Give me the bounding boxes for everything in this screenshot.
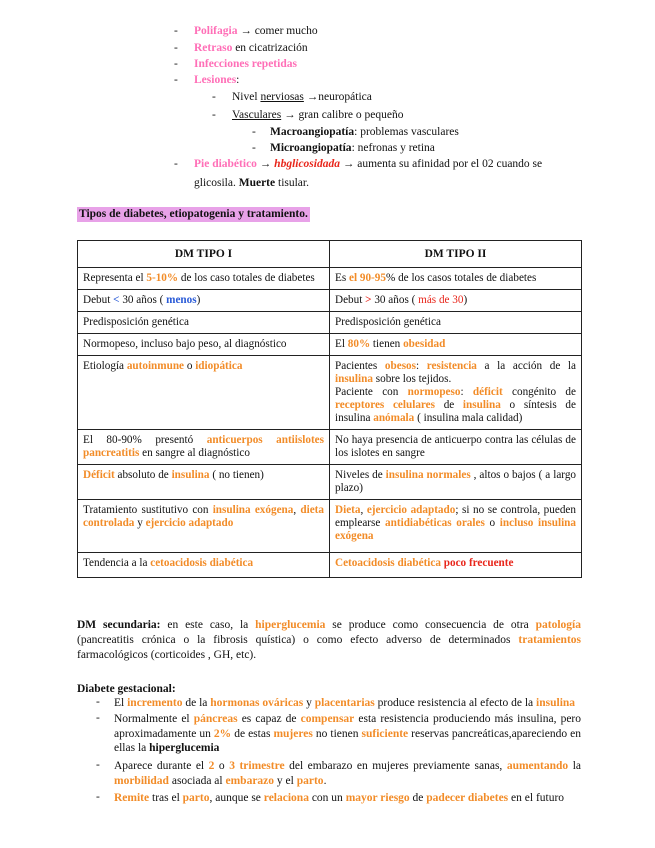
- bullet-lesiones: - Lesiones:: [174, 74, 240, 86]
- table-cell: Es el 90-95% de los casos totales de diabetes: [330, 268, 582, 290]
- table-cell: Niveles de insulina normales , altos o bajos ( a largo plazo): [330, 465, 582, 500]
- list-dash: -: [96, 696, 100, 708]
- table-cell: El 80% tienen obesidad: [330, 334, 582, 356]
- table-cell: Predisposición genética: [78, 312, 330, 334]
- table-header-row: [78, 241, 582, 268]
- table-cell: Dieta, ejercicio adaptado; si no se controla, pueden emplearse antidiabéticas orales o incluso insulina exógena: [330, 500, 582, 553]
- table-cell: Tratamiento sustitutivo con insulina exógena, dieta controlada y ejercicio adaptado: [78, 500, 330, 553]
- table-cell: El 80-90% presentó anticuerpos antiislotes pancreatitis en sangre al diagnóstico: [78, 430, 330, 465]
- sub-sub-bullet-macro: - Macroangiopatía: problemas vasculares: [252, 126, 459, 138]
- gestacional-item-3: Aparece durante el 2 o 3 trimestre del embarazo en mujeres previamente sanas, aumentando la morbilidad asociada al embarazo y el parto.: [114, 760, 581, 787]
- table-cell: Tendencia a la cetoacidosis diabética: [78, 553, 330, 578]
- table-cell: Cetoacidosis diabética poco frecuente: [330, 553, 582, 578]
- bullet-retraso: - Retraso en cicatrización: [174, 42, 308, 54]
- table-cell: Debut > 30 años ( más de 30): [330, 290, 582, 312]
- gestacional-title: Diabete gestacional:: [77, 683, 176, 695]
- bullet-infecciones: - Infecciones repetidas: [174, 58, 297, 70]
- table-cell: No haya presencia de anticuerpo contra las células de los islotes en sangre: [330, 430, 582, 465]
- table-cell: Predisposición genética: [330, 312, 582, 334]
- gestacional-item-2: Normalmente el páncreas es capaz de compensar esta resistencia produciendo más insulina, pero aproximadamente un 2% de estas mujeres no tienen suficiente reservas pancreáticas,apareciendo en ellas la hiperglucemia: [114, 713, 582, 754]
- table-cell: Déficit absoluto de insulina ( no tienen): [78, 465, 330, 500]
- table-row: [78, 268, 582, 290]
- list-dash: -: [96, 712, 100, 724]
- bullet-polifagia: - Polifagia → comer mucho: [174, 25, 318, 37]
- table-row: [78, 312, 582, 334]
- table-row: [78, 430, 582, 465]
- bullet-pie-diabetico: - Pie diabético → hbglicosidada → aumenta su afinidad por el 02 cuando se: [174, 158, 543, 170]
- table-row: [78, 465, 582, 500]
- table-cell: Normopeso, incluso bajo peso, al diagnóstico: [78, 334, 330, 356]
- sub-sub-bullet-micro: - Microangiopatía: nefronas y retina: [252, 142, 435, 154]
- dm-secundaria-paragraph: DM secundaria: en este caso, la hiperglucemia se produce como consecuencia de otra patología (pancreatitis crónica o la fibrosis quística) o como efecto adverso de determinados tratamientos farmacológicos (corticoides , GH, etc).: [77, 619, 581, 661]
- sub-bullet-vasculares: - Vasculares → gran calibre o pequeño: [212, 109, 404, 121]
- gestacional-item-1: El incremento de la hormonas ováricas y placentarias produce resistencia al efecto de la insulina: [114, 697, 576, 709]
- table-row: [78, 356, 582, 430]
- sub-bullet-nivel: - Nivel nerviosas →neuropática: [212, 91, 372, 103]
- section-title: Tipos de diabetes, etiopatogenia y tratamiento.: [79, 208, 308, 220]
- list-dash: -: [96, 791, 100, 803]
- header-dm-tipo-1: DM TIPO I: [78, 241, 330, 268]
- table-row: [78, 290, 582, 312]
- bullet-pie-diabetico-cont: glicosila. Muerte tisular.: [194, 177, 309, 189]
- table-row: [78, 334, 582, 356]
- diabetes-comparison-table: [77, 240, 582, 578]
- table-cell: Debut < 30 años ( menos): [78, 290, 330, 312]
- table-cell: Pacientes obesos: resistencia a la acción de la insulina sobre los tejidos. Paciente con normopeso: déficit congénito de receptores celulares de insulina o síntesis de insulina anómala ( insulina mala calidad): [330, 356, 582, 430]
- table-cell: Etiología autoinmune o idiopática: [78, 356, 330, 430]
- table-row: [78, 553, 582, 578]
- list-dash: -: [96, 759, 100, 771]
- gestacional-item-4: Remite tras el parto, aunque se relaciona con un mayor riesgo de padecer diabetes en el futuro: [114, 792, 565, 804]
- table-cell: Representa el 5-10% de los caso totales de diabetes: [78, 268, 330, 290]
- table-row: [78, 500, 582, 553]
- header-dm-tipo-2: DM TIPO II: [330, 241, 582, 268]
